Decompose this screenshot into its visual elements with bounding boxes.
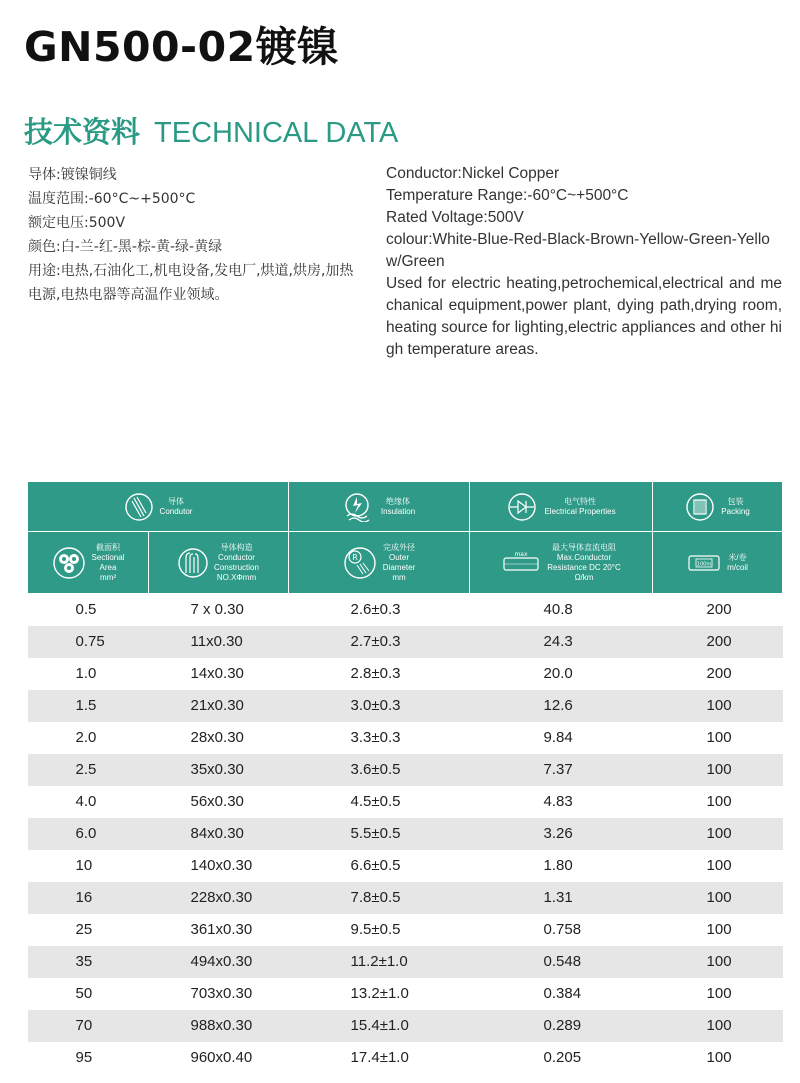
- col-conductor-construction-en1: Conductor: [218, 552, 255, 562]
- cell-sectional-area: 2.5: [28, 754, 149, 786]
- cell-max-resistance: 3.26: [470, 818, 653, 850]
- cell-conductor-construction: 228x0.30: [149, 882, 289, 914]
- cell-outer-diameter: 11.2±1.0: [289, 946, 470, 978]
- cell-outer-diameter: 15.4±1.0: [289, 1010, 470, 1042]
- spec-colour-en: colour:White-Blue-Red-Black-Brown-Yellow-Green-Yellow/Green: [386, 231, 770, 270]
- cell-sectional-area: 25: [75, 921, 93, 938]
- table-row: [28, 850, 783, 882]
- cell-sectional-area: 0.75: [28, 626, 149, 658]
- col-max-resistance-cn: 最大导体直流电阻: [552, 542, 616, 552]
- table-column-header: [28, 532, 783, 594]
- group-insulation-cn: 绝缘体: [386, 496, 411, 506]
- cell-sectional-area: 70: [28, 1010, 149, 1042]
- col-outer-diameter-unit: mm: [392, 572, 406, 582]
- col-conductor-construction: [149, 532, 289, 594]
- cell-outer-diameter: 3.0±0.3: [289, 690, 470, 722]
- cell-conductor-construction: 84x0.30: [149, 818, 289, 850]
- cell-max-resistance: 1.80: [543, 857, 573, 874]
- cell-outer-diameter: 2.8±0.3: [350, 665, 401, 682]
- section-title-cn: 技术资料: [24, 115, 141, 149]
- cell-coil-length: 100: [653, 882, 783, 914]
- table-row: [28, 1042, 783, 1074]
- cell-coil-length: 100: [706, 793, 732, 810]
- cell-conductor-construction: 11x0.30: [149, 626, 289, 658]
- table-row: [28, 978, 783, 1010]
- spec-usage-en: Used for electric heating,petrochemical,electrical and mechanical equipment,power plant, dying path,drying room,heating source for lighting,electric appliances and other high temperature areas.: [386, 275, 782, 358]
- stranded-wire-icon: [178, 546, 208, 580]
- cell-conductor-construction: 14x0.30: [190, 665, 244, 682]
- col-max-resistance-en2: Resistance DC 20°C: [547, 562, 621, 572]
- spec-usage-cn: 用途:电热,石油化工,机电设备,发电厂,烘道,烘房,加热电源,电热电器等高温作业领域。: [28, 263, 354, 303]
- table-row: [28, 946, 783, 978]
- cell-outer-diameter: 13.2±1.0: [350, 985, 409, 1002]
- cell-coil-length: 100: [653, 754, 783, 786]
- cell-max-resistance: 7.37: [470, 754, 653, 786]
- cell-max-resistance: 9.84: [543, 729, 573, 746]
- outer-diameter-icon: [343, 546, 377, 580]
- table-row: [28, 658, 783, 690]
- cell-outer-diameter: 7.8±0.5: [289, 882, 470, 914]
- col-conductor-construction-unit: NO.XΦmm: [216, 572, 257, 582]
- col-sectional-area-en2: Area: [99, 562, 117, 572]
- cell-coil-length: 100: [706, 857, 732, 874]
- cell-sectional-area: 4.0: [75, 793, 97, 810]
- group-insulation: [289, 482, 470, 532]
- col-conductor-construction-cn: 导体构造: [220, 542, 253, 552]
- col-conductor-construction-en2: Construction: [214, 562, 259, 572]
- col-max-resistance-unit: Ω/km: [574, 572, 594, 582]
- cell-outer-diameter: 3.6±0.5: [289, 754, 470, 786]
- cell-coil-length: 200: [706, 601, 732, 619]
- col-sectional-area-cn: 截面积: [95, 542, 120, 552]
- cell-max-resistance: 20.0: [543, 665, 573, 682]
- table-row: [28, 594, 783, 626]
- cell-sectional-area: 16: [28, 882, 149, 914]
- cell-max-resistance: 40.8: [543, 601, 573, 619]
- col-outer-diameter-en1: Outer: [389, 552, 410, 562]
- cell-conductor-construction: 56x0.30: [190, 793, 244, 810]
- cell-conductor-construction: 960x0.40: [190, 1049, 253, 1066]
- cell-max-resistance: 24.3: [470, 626, 653, 658]
- cell-sectional-area: 35: [28, 946, 149, 978]
- col-sectional-area: [28, 532, 149, 594]
- table-row: [28, 754, 783, 786]
- group-electrical-en: Electrical Properties: [544, 506, 616, 516]
- cell-conductor-construction: 7 x 0.30: [190, 601, 244, 619]
- group-insulation-en: Insulation: [380, 506, 416, 516]
- cell-coil-length: 100: [706, 729, 732, 746]
- group-packing: [653, 482, 783, 532]
- coil-length-icon: [687, 548, 721, 578]
- cell-sectional-area: 50: [75, 985, 93, 1002]
- technical-data-table: [27, 481, 783, 1074]
- svg-text:R: R: [352, 552, 358, 562]
- cell-sectional-area: 1.0: [75, 665, 97, 682]
- cell-conductor-construction: 703x0.30: [190, 985, 253, 1002]
- cell-outer-diameter: 5.5±0.5: [289, 818, 470, 850]
- group-conductor-en: Condutor: [159, 506, 193, 516]
- page-title: GN500-02镀镍: [24, 23, 339, 71]
- cell-sectional-area: 1.5: [28, 690, 149, 722]
- spec-conductor-en: Conductor:Nickel Copper: [386, 165, 560, 182]
- table-row: [28, 690, 783, 722]
- spec-temperature-en: Temperature Range:-60°C~+500°C: [386, 187, 629, 204]
- col-coil-length-en1: m/coil: [727, 562, 748, 572]
- cell-coil-length: 200: [706, 665, 732, 682]
- table-row: [28, 882, 783, 914]
- table-row: [28, 1010, 783, 1042]
- cell-coil-length: 100: [706, 985, 732, 1002]
- spec-colour-cn: 颜色:白-兰-红-黑-棕-黄-绿-黄绿: [28, 239, 223, 255]
- max-resistance-icon: [501, 548, 541, 578]
- group-conductor-cn: 导体: [168, 496, 184, 506]
- cell-outer-diameter: 9.5±0.5: [350, 921, 401, 938]
- spec-conductor-cn: 导体:镀镍铜线: [28, 167, 117, 183]
- cell-conductor-construction: 21x0.30: [149, 690, 289, 722]
- cell-max-resistance: 0.758: [543, 921, 582, 938]
- insulation-flame-icon: [343, 492, 375, 522]
- conductor-strand-icon: [124, 492, 154, 522]
- cell-sectional-area: 6.0: [28, 818, 149, 850]
- cell-outer-diameter: 17.4±1.0: [350, 1049, 409, 1066]
- cell-max-resistance: 0.384: [543, 985, 582, 1002]
- cell-sectional-area: 95: [75, 1049, 93, 1066]
- col-max-resistance-en1: Max.Conductor: [556, 552, 612, 562]
- max-resistance-icon-text: max: [514, 550, 528, 558]
- col-outer-diameter: [289, 532, 470, 594]
- section-title: [24, 110, 398, 151]
- electrical-diode-icon: [506, 492, 538, 522]
- table-row: [28, 626, 783, 658]
- spec-voltage-cn: 额定电压:500V: [28, 215, 126, 231]
- cell-coil-length: 100: [653, 818, 783, 850]
- table-row: [28, 786, 783, 818]
- cell-coil-length: 100: [653, 690, 783, 722]
- col-sectional-area-en1: Sectional: [91, 552, 125, 562]
- cell-sectional-area: 2.0: [75, 729, 97, 746]
- group-conductor: [28, 482, 289, 532]
- cell-outer-diameter: 6.6±0.5: [350, 857, 401, 874]
- cell-outer-diameter: 2.7±0.3: [289, 626, 470, 658]
- cell-conductor-construction: 494x0.30: [149, 946, 289, 978]
- cell-conductor-construction: 28x0.30: [190, 729, 244, 746]
- group-electrical-cn: 电气特性: [564, 496, 596, 506]
- reel-icon: [685, 492, 715, 522]
- col-outer-diameter-cn: 完成外径: [383, 542, 415, 552]
- table-group-header: [28, 482, 783, 532]
- cell-coil-length: 100: [706, 921, 732, 938]
- spec-voltage-en: Rated Voltage:500V: [386, 209, 524, 226]
- cell-max-resistance: 0.548: [470, 946, 653, 978]
- table-body: [28, 594, 783, 1074]
- cell-sectional-area: 10: [75, 857, 93, 874]
- cell-conductor-construction: 140x0.30: [190, 857, 253, 874]
- col-outer-diameter-en2: Diameter: [382, 562, 416, 572]
- cell-outer-diameter: 4.5±0.5: [350, 793, 401, 810]
- group-packing-en: Packing: [721, 506, 750, 516]
- cell-max-resistance: 1.31: [470, 882, 653, 914]
- table-row: [28, 722, 783, 754]
- cell-coil-length: 100: [653, 1010, 783, 1042]
- coil-length-icon-text: 100m: [696, 561, 712, 567]
- table-row: [28, 818, 783, 850]
- col-sectional-area-unit: mm²: [99, 572, 116, 582]
- cell-sectional-area: 0.5: [75, 601, 97, 619]
- spec-temperature-cn: 温度范围:-60°C~+500°C: [28, 191, 196, 207]
- cell-coil-length: 100: [706, 1049, 732, 1066]
- specs-english: [386, 163, 782, 361]
- cell-outer-diameter: 2.6±0.3: [350, 601, 401, 619]
- group-electrical: [470, 482, 653, 532]
- cross-section-icon: [52, 546, 86, 580]
- cell-outer-diameter: 3.3±0.3: [350, 729, 401, 746]
- cell-coil-length: 100: [653, 946, 783, 978]
- cell-max-resistance: 12.6: [470, 690, 653, 722]
- cell-max-resistance: 0.289: [470, 1010, 653, 1042]
- col-max-resistance: [470, 532, 653, 594]
- cell-max-resistance: 0.205: [543, 1049, 582, 1066]
- cell-conductor-construction: 35x0.30: [149, 754, 289, 786]
- table-row: [28, 914, 783, 946]
- section-title-en: TECHNICAL DATA: [154, 117, 399, 149]
- col-coil-length: [653, 532, 783, 594]
- cell-coil-length: 200: [653, 626, 783, 658]
- cell-max-resistance: 4.83: [543, 793, 573, 810]
- col-coil-length-cn: 米/卷: [728, 552, 747, 562]
- group-packing-cn: 包装: [727, 496, 744, 506]
- cell-conductor-construction: 361x0.30: [190, 921, 253, 938]
- specs-chinese: [28, 163, 358, 307]
- cell-conductor-construction: 988x0.30: [149, 1010, 289, 1042]
